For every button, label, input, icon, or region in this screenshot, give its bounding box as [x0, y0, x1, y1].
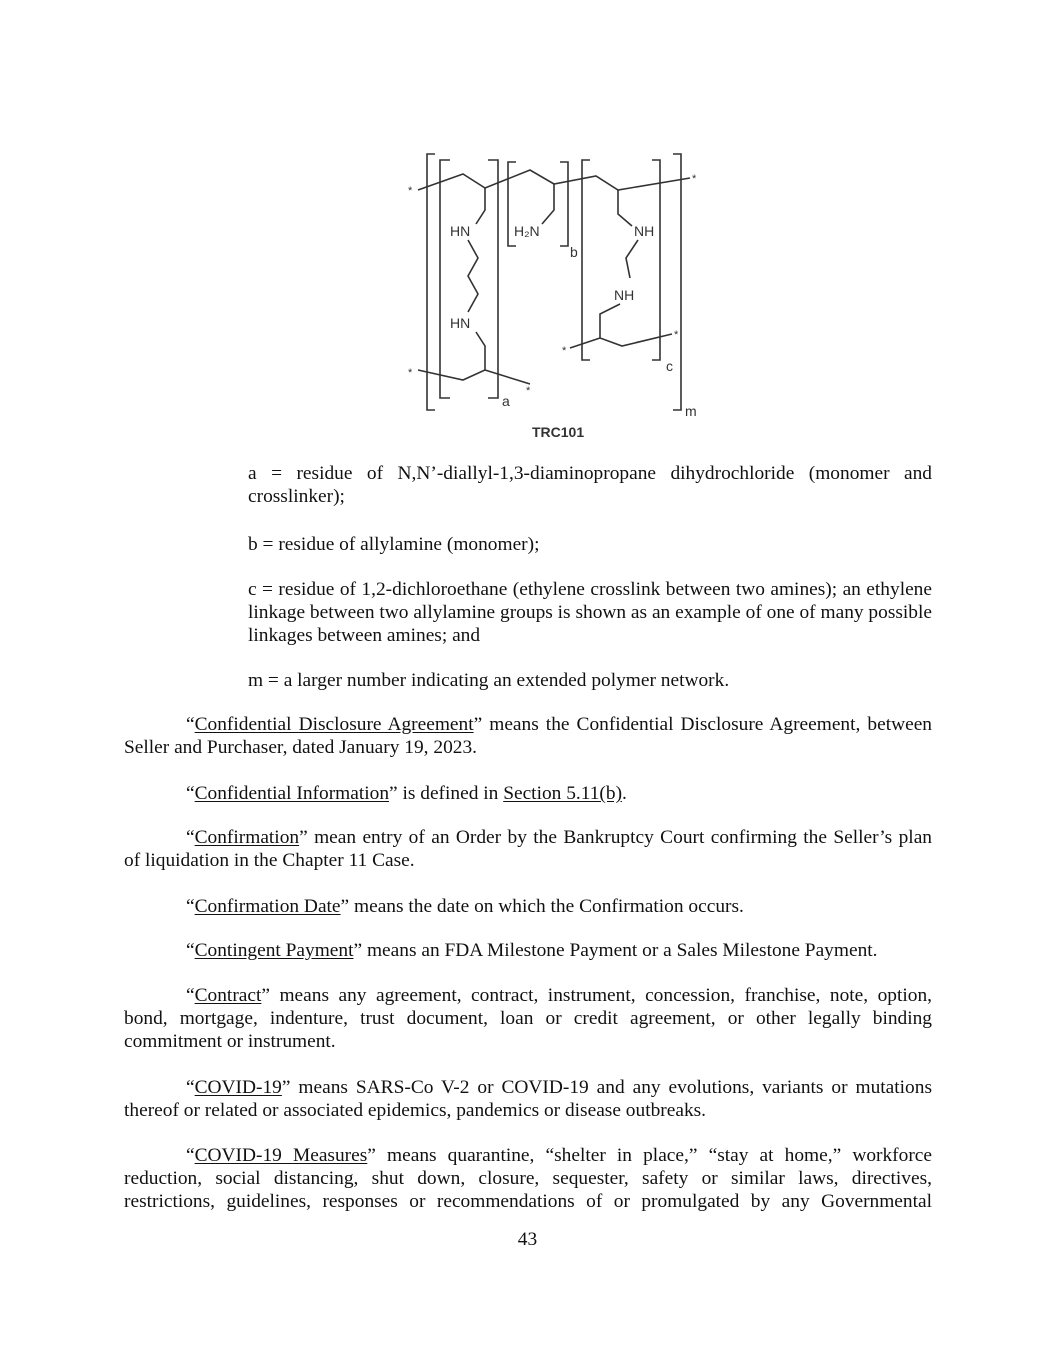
section-reference: Section 5.11(b) — [503, 783, 623, 804]
legend-c — [248, 578, 932, 647]
definition-body: ” is defined in — [389, 783, 504, 804]
defined-term: Contract — [194, 985, 262, 1006]
legend-m — [248, 669, 932, 692]
bracket-c-right — [652, 160, 660, 360]
bracket-a-right — [488, 160, 498, 398]
bracket-b-right — [560, 162, 568, 246]
definition-contract — [124, 984, 932, 1053]
open-quote: “ — [186, 714, 195, 735]
defined-term: COVID-19 — [194, 1077, 282, 1098]
open-quote: “ — [186, 896, 195, 917]
definition-covid-19-measures — [124, 1144, 932, 1213]
definition-confirmation-date — [124, 895, 932, 918]
label-star-bottom-a: * — [526, 385, 531, 397]
label-star-top-right: * — [692, 173, 697, 185]
unit-a-pendant-bottom — [418, 332, 485, 380]
label-star-c-right: * — [674, 329, 679, 341]
label-hn-bottom: HN — [450, 315, 471, 331]
label-h2n: H₂N — [514, 223, 540, 239]
definition-body: ” means SARS-Co V-2 or COVID-19 and any evolutions, variants or mutations thereof or related or associated epidemics, pandemics or disease outbreaks. — [124, 1077, 932, 1121]
definition-confirmation — [124, 826, 932, 872]
definition-body: ” means any agreement, contract, instrument, concession, franchise, note, option, bond, mortgage, indenture, trust document, loan or credit agreement, or other legally binding commitment or instrument. — [124, 985, 932, 1052]
definition-body: ” means quarantine, “shelter in place,” “stay at home,” workforce reduction, social distancing, shut down, closure, sequester, safety or similar laws, directives, restrictions, guidelines, responses or recommendations of or promulgated by any Governmental — [124, 1145, 932, 1212]
label-nh-right: NH — [634, 223, 655, 239]
definition-contingent-payment — [124, 939, 932, 962]
definition-confidential-disclosure-agreement — [124, 713, 932, 759]
label-sub-a: a — [502, 393, 510, 409]
label-star-c-left: * — [562, 345, 567, 357]
label-hn-top: HN — [450, 223, 471, 239]
label-nh-mid: NH — [614, 287, 635, 303]
definition-body: ” means an FDA Milestone Payment or a Sales Milestone Payment. — [353, 940, 878, 961]
label-sub-c: c — [666, 358, 673, 374]
backbone-bottom-a — [485, 370, 530, 384]
trc101-structure-figure — [390, 148, 720, 448]
legend-text: a = residue of N,N’-diallyl-1,3-diaminopropane dihydrochloride (monomer and crosslinker); — [248, 463, 932, 507]
open-quote: “ — [186, 1145, 195, 1166]
unit-c-pendant-bottom — [600, 304, 672, 346]
legend-text: b = residue of allylamine (monomer); — [248, 534, 540, 555]
defined-term: Confidential Disclosure Agreement — [194, 714, 474, 735]
structure-caption: TRC101 — [532, 424, 585, 440]
bracket-c-left — [582, 160, 590, 360]
unit-b-pendant — [542, 184, 554, 224]
unit-c-pendant-top — [618, 190, 632, 226]
definition-text — [124, 1076, 932, 1122]
unit-c-ethylene — [626, 240, 638, 278]
label-sub-m: m — [685, 403, 697, 419]
definition-body: ” means the Confidential Disclosure Agreement, between Seller and Purchaser, dated January 19, 2023. — [124, 714, 932, 758]
defined-term: Contingent Payment — [194, 940, 354, 961]
label-star-top-left: * — [408, 185, 413, 197]
definition-text — [124, 984, 932, 1053]
unit-a-pendant-top — [476, 188, 485, 224]
definition-body: ” means the date on which the Confirmation occurs. — [340, 896, 744, 917]
definition-confidential-information — [124, 782, 932, 805]
definition-text — [124, 826, 932, 872]
legend-b — [248, 533, 932, 556]
open-quote: “ — [186, 1077, 195, 1098]
legend-text: m = a larger number indicating an extended polymer network. — [248, 670, 730, 691]
definition-text — [124, 713, 932, 759]
propane-chain — [468, 240, 478, 312]
label-star-bottom-left: * — [408, 367, 413, 379]
open-quote: “ — [186, 827, 195, 848]
polymer-structure-diagram — [390, 148, 720, 448]
definition-text — [124, 782, 932, 805]
definition-text — [124, 1144, 932, 1213]
open-quote: “ — [186, 940, 195, 961]
bracket-m-right — [673, 154, 681, 410]
label-sub-b: b — [570, 244, 578, 260]
open-quote: “ — [186, 985, 195, 1006]
definition-tail: . — [622, 783, 627, 804]
definition-body: ” mean entry of an Order by the Bankruptcy Court confirming the Seller’s plan of liquidation in the Chapter 11 Case. — [124, 827, 932, 871]
definition-text — [124, 895, 932, 918]
page-number: 43 — [517, 1229, 538, 1250]
definition-text — [124, 939, 932, 962]
legend-a — [248, 462, 932, 508]
defined-term: COVID-19 Measures — [194, 1145, 368, 1166]
defined-term: Confirmation — [194, 827, 300, 848]
definition-covid-19 — [124, 1076, 932, 1122]
defined-term: Confirmation Date — [194, 896, 341, 917]
legend-text: c = residue of 1,2-dichloroethane (ethylene crosslink between two amines); an ethylene linkage between two allylamine groups is shown as an example of one of many possible linkages between amines; and — [248, 579, 932, 646]
bracket-a-left — [440, 160, 450, 398]
defined-term: Confidential Information — [194, 783, 390, 804]
unit-c-backbone-left — [570, 338, 600, 348]
open-quote: “ — [186, 783, 195, 804]
